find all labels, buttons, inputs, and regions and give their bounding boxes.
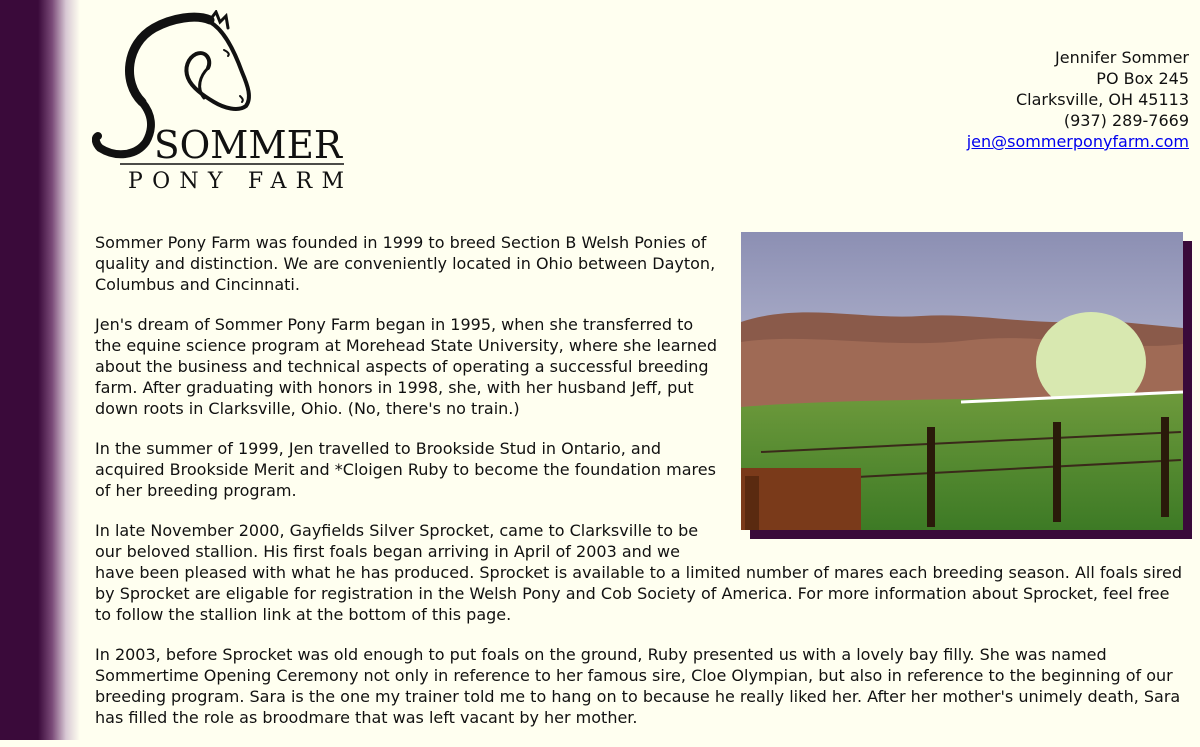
contact-city: Clarksville, OH 45113 xyxy=(1015,90,1189,109)
main-content xyxy=(95,232,1183,747)
stallion-paragraph: In late November 2000, Gayfields Silver Sprocket, came to Clarksville to be our beloved stallion. His first foals began arriving in April of 2003 and we have been pleased with what he has produced. Sprocket is available to a limited number of mares each breeding season. All foals sired by Sprocket are eligable for registration in the Welsh Pony and Cob Society of America. For more information about Sprocket, feel free to follow the stallion link at the bottom of this page. xyxy=(95,521,1182,624)
contact-info xyxy=(967,47,1189,152)
logo-subtitle: PONY FARM xyxy=(128,169,344,192)
farm-logo xyxy=(92,10,348,192)
history-paragraph: Jen's dream of Sommer Pony Farm began in 1995, when she transferred to the equine science program at Morehead State University, where she learned about the business and technical aspects of operating a successful breeding farm. After graduating with honors in 1998, she, with her husband Jeff, put down roots in Clarksville, Ohio. (No, there's no train.) xyxy=(95,315,718,418)
foundation-mares-paragraph: In the summer of 1999, Jen travelled to Brookside Stud in Ontario, and acquired Brookside Merit and *Cloigen Ruby to become the foundation mares of her breeding program. xyxy=(95,439,716,500)
contact-phone: (937) 289-7669 xyxy=(1063,111,1189,130)
contact-email-link[interactable]: jen@sommerponyfarm.com xyxy=(966,132,1189,151)
filly-paragraph: In 2003, before Sprocket was old enough to put foals on the ground, Ruby presented us with a lovely bay filly. She was named Sommertime Opening Ceremony not only in reference to her famous sire, Cloe Olympian, but also in reference to the beginning of our breeding program. Sara is the one my trainer told me to hang on to because he really liked her. After her mother's unimely death, Sara has filled the role as broodmare that was left vacant by her mother. xyxy=(95,645,1181,727)
left-decorative-bar xyxy=(0,0,80,740)
contact-name: Jennifer Sommer xyxy=(1055,48,1189,67)
contact-address: PO Box 245 xyxy=(1096,69,1189,88)
farm-pasture-photo xyxy=(741,232,1183,530)
logo-name: SOMMER xyxy=(154,123,344,167)
intro-paragraph: Sommer Pony Farm was founded in 1999 to breed Section B Welsh Ponies of quality and distinction. We are conveniently located in Ohio between Dayton, Columbus and Cincinnati. xyxy=(95,233,716,294)
